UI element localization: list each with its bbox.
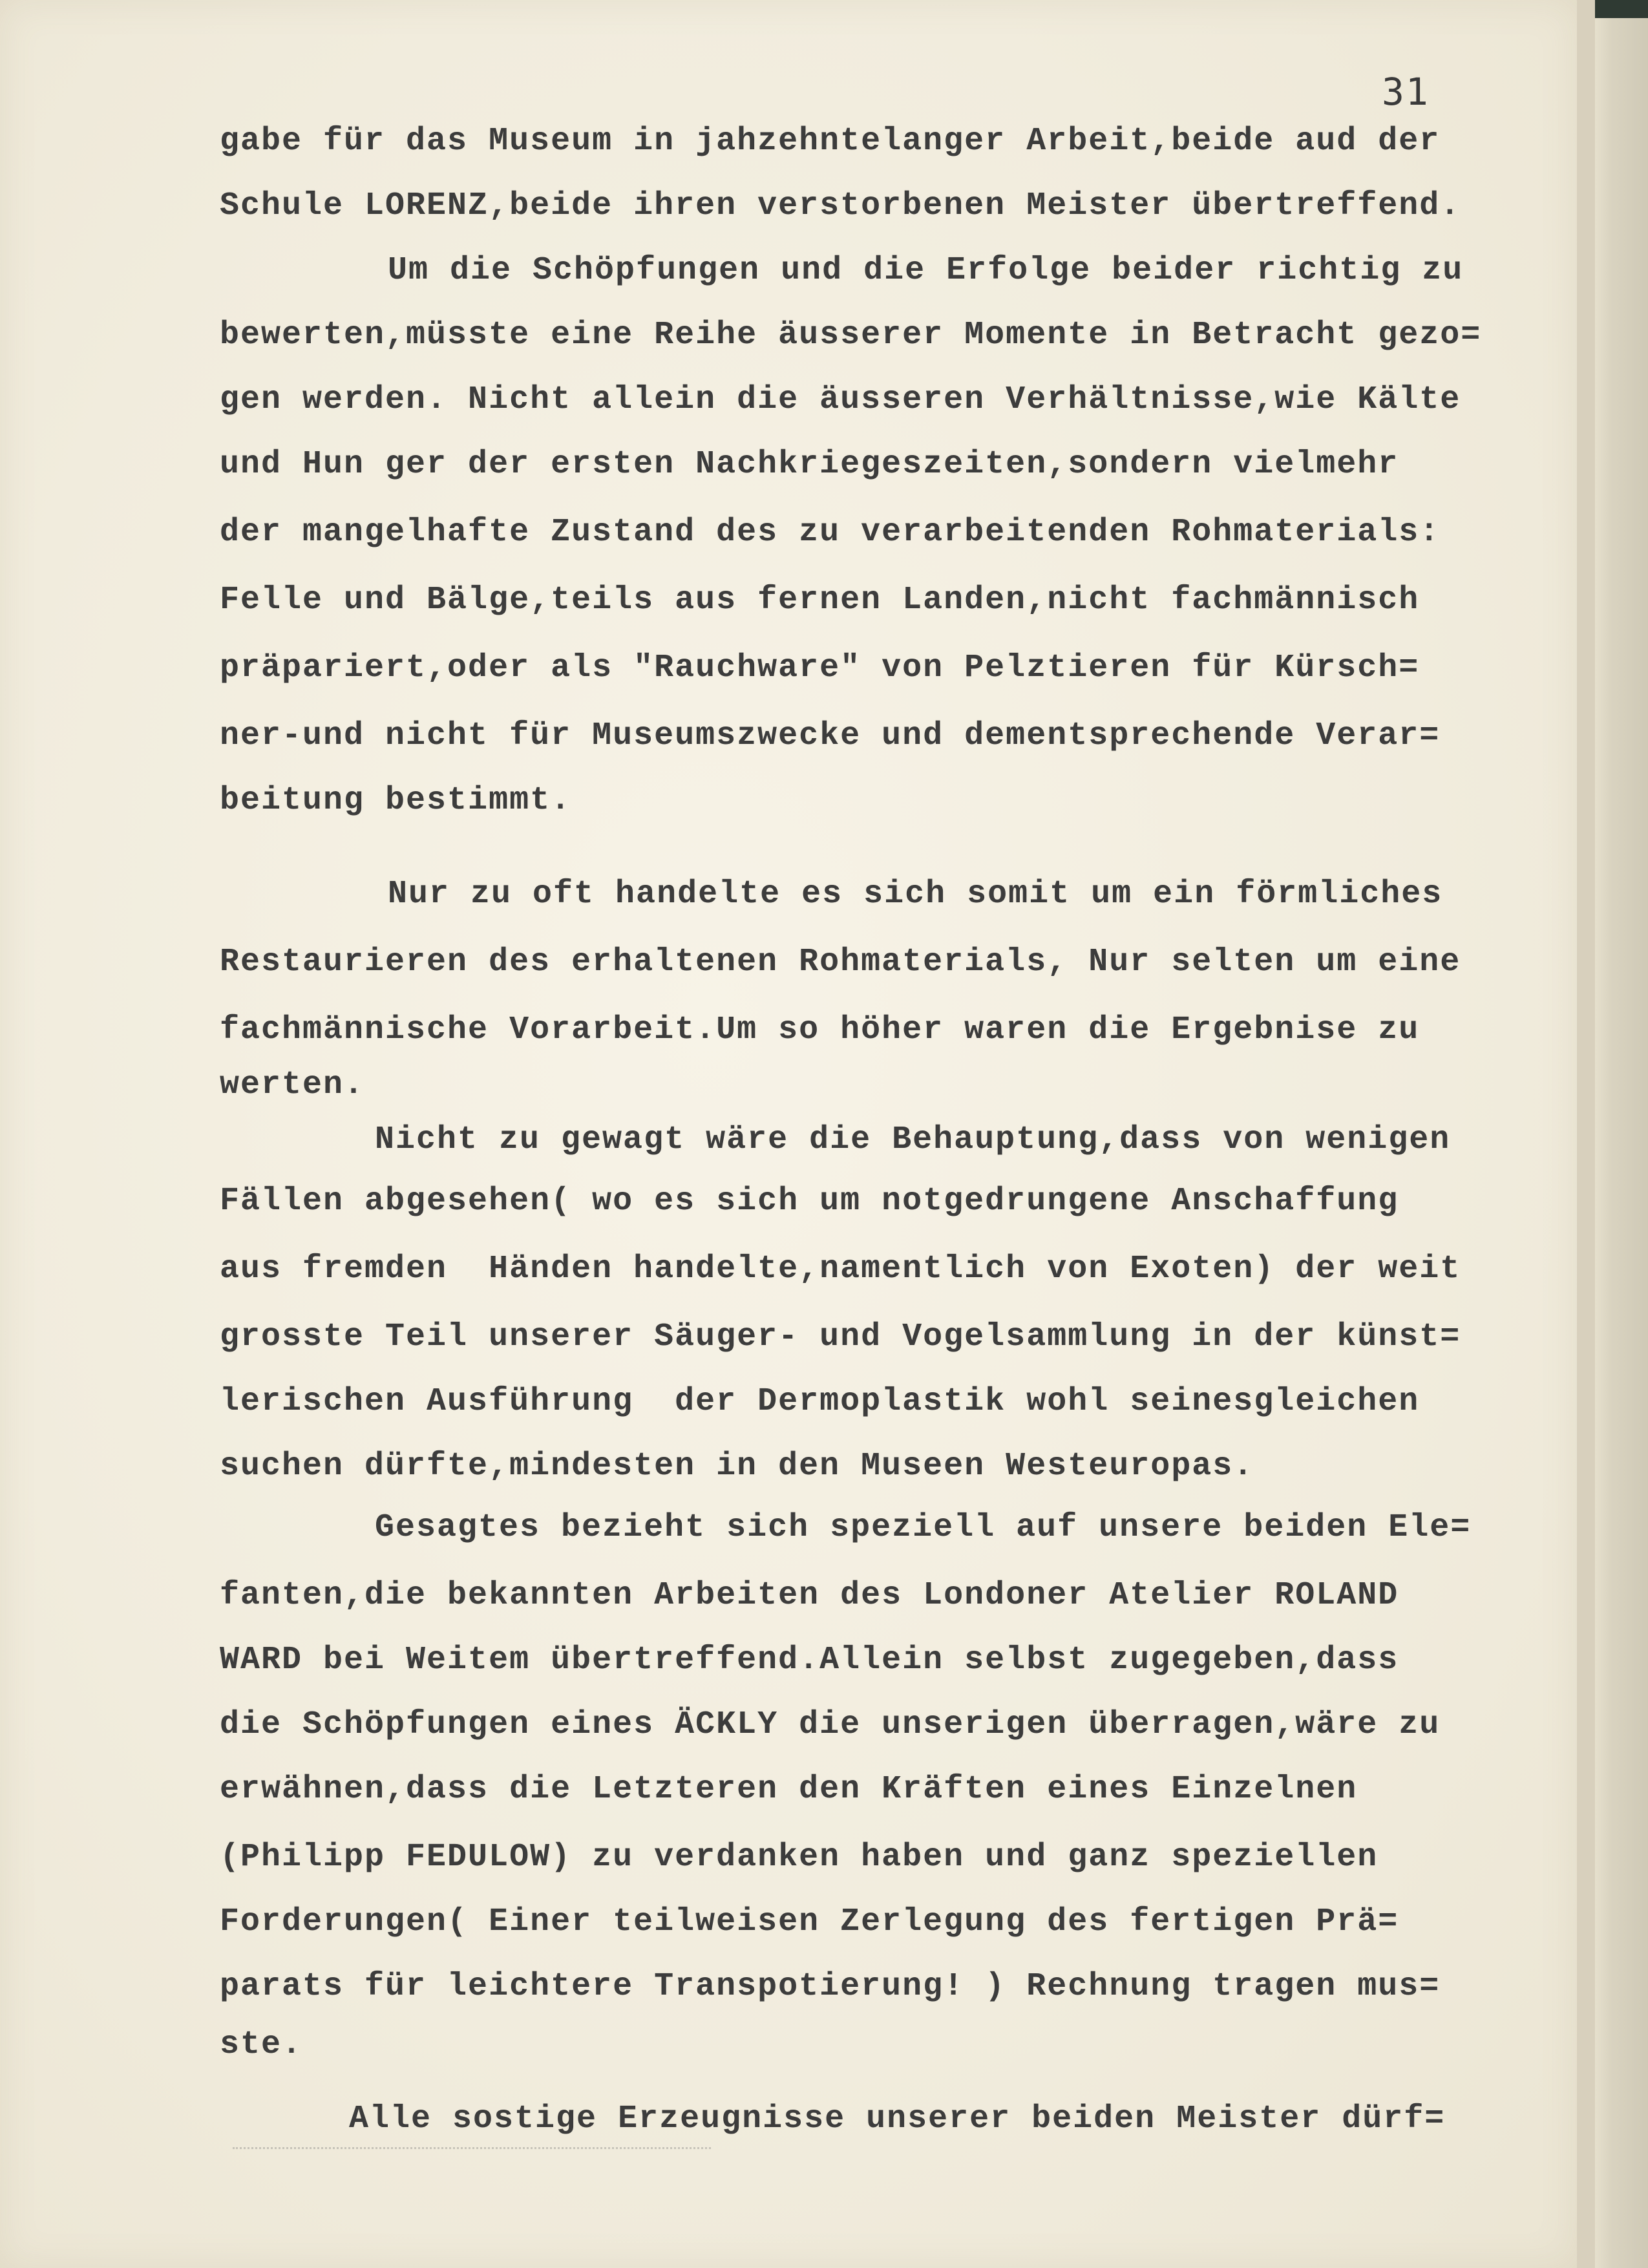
text-line: parats für leichtere Transpotierung! ) Rechnung tragen mus= <box>220 1968 1441 2005</box>
text-line: gabe für das Museum in jahzehntelanger Arbeit,beide aud der <box>220 123 1441 160</box>
binding-edge <box>1595 0 1648 2268</box>
text-line: Fällen abgesehen( wo es sich um notgedrungene Anschaffung <box>220 1183 1399 1220</box>
text-line: Forderungen( Einer teilweisen Zerlegung des fertigen Prä= <box>220 1903 1399 1940</box>
faint-dotted-mark <box>233 2147 711 2149</box>
text-line: grosste Teil unserer Säuger- und Vogelsammlung in der künst= <box>220 1319 1461 1355</box>
text-line: Nicht zu gewagt wäre die Behauptung,dass von wenigen <box>375 1121 1451 1158</box>
text-line: aus fremden Händen handelte,namentlich von Exoten) der weit <box>220 1251 1461 1288</box>
text-line: (Philipp FEDULOW) zu verdanken haben und ganz speziellen <box>220 1839 1379 1876</box>
text-line: ste. <box>220 2026 303 2063</box>
text-line: suchen dürfte,mindesten in den Museen Westeuropas. <box>220 1448 1254 1485</box>
text-line: erwähnen,dass die Letzteren den Kräften eines Einzelnen <box>220 1771 1358 1808</box>
text-line: beitung bestimmt. <box>220 782 572 819</box>
text-line: Schule LORENZ,beide ihren verstorbenen Meister übertreffend. <box>220 187 1461 224</box>
text-line: Alle sostige Erzeugnisse unserer beiden Meister dürf= <box>349 2101 1446 2137</box>
text-line: die Schöpfungen eines ÄCKLY die unserigen überragen,wäre zu <box>220 1706 1441 1743</box>
text-line: und Hun ger der ersten Nachkriegeszeiten,sondern vielmehr <box>220 446 1399 483</box>
text-line: Felle und Bälge,teils aus fernen Landen,nicht fachmännisch <box>220 582 1420 619</box>
text-line: fanten,die bekannten Arbeiten des Londoner Atelier ROLAND <box>220 1577 1399 1614</box>
text-line: Um die Schöpfungen und die Erfolge beider richtig zu <box>388 252 1464 289</box>
text-line: präpariert,oder als "Rauchware" von Pelztieren für Kürsch= <box>220 650 1420 686</box>
page-number: 31 <box>1382 70 1430 114</box>
text-line: Restaurieren des erhaltenen Rohmaterials, Nur selten um eine <box>220 944 1461 980</box>
text-line: werten. <box>220 1066 365 1103</box>
text-line: Nur zu oft handelte es sich somit um ein förmliches <box>388 876 1443 913</box>
text-line: der mangelhafte Zustand des zu verarbeitenden Rohmaterials: <box>220 514 1441 551</box>
text-line: bewerten,müsste eine Reihe äusserer Momente in Betracht gezo= <box>220 317 1482 354</box>
text-line: fachmännische Vorarbeit.Um so höher waren die Ergebnise zu <box>220 1012 1420 1048</box>
text-line: Gesagtes bezieht sich speziell auf unsere beiden Ele= <box>375 1509 1472 1546</box>
text-line: ner-und nicht für Museumszwecke und dementsprechende Verar= <box>220 717 1441 754</box>
text-line: WARD bei Weitem übertreffend.Allein selbst zugegeben,dass <box>220 1642 1399 1679</box>
text-line: gen werden. Nicht allein die äusseren Verhältnisse,wie Kälte <box>220 381 1461 418</box>
text-line: lerischen Ausführung der Dermoplastik wohl seinesgleichen <box>220 1383 1420 1420</box>
binding-band <box>1595 0 1648 18</box>
